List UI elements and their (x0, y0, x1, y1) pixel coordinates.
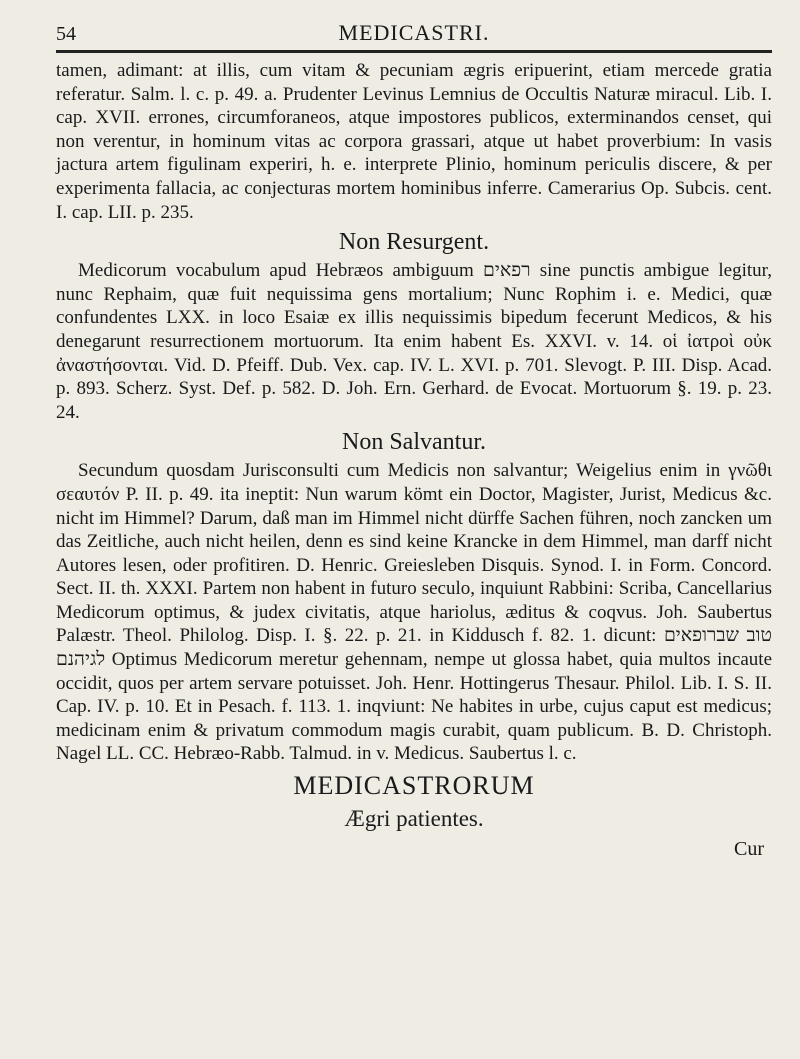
section-subheading-aegri-patientes: Ægri patientes. (344, 806, 484, 832)
section-heading-non-salvantur: Non Salvantur. (342, 429, 486, 456)
paragraph-2: Medicorum vocabulum apud Hebræos ambiguum רפאים sine punctis ambigue legitur, nunc Rephaim, quæ fuit nequissima gens mortalium; Nunc Rophim i. e. Medici, quæ confundentes LXX. in loco Esaiæ ex illis nequissimis bipedum fecerunt Medicos, & his denegarunt resurrectionem mortuorum. Ita enim habent Es. XXVI. v. 14. οἱ ἰατροὶ οὐκ ἀναστήσονται. Vid. D. Pfeiff. Dub. Vex. cap. IV. L. XVI. p. 701. Slevogt. P. III. Disp. Acad. p. 893. Scherz. Syst. Def. p. 582. D. Joh. Ern. Gerhard. de Evocat. Mortuorum §. 19. p. 23. 24. (56, 260, 772, 423)
running-head: MEDICASTRI. (338, 20, 490, 45)
page-number: 54 (56, 23, 76, 45)
section-heading-medicastrorum: MEDICASTRORUM (293, 771, 535, 801)
paragraph-1: tamen, adimant: at illis, cum vitam & pecuniam ægris eripuerint, etiam mercede gratia referatur. Salm. l. c. p. 49. a. Prudenter Levinus Lemnius de Occultis Naturæ miracul. Lib. I. cap. XVII. errones, circumforaneos, atque impostores publicos, exterminandos censet, qui non verentur, in hominum vitas ac corpora grassari, atque ut habet proverbium: In vasis jactura artem figulinam experiri, h. e. interprete Plinio, hominum periculis discere, & per experimenta fallacia, ac conjecturas mortem hominibus inferre. Camerarius Op. Subcis. cent. I. cap. LII. p. 235. (56, 60, 772, 223)
section-heading-non-resurgent: Non Resurgent. (338, 229, 490, 256)
page-body (56, 59, 772, 861)
page-header (56, 20, 772, 53)
catchword: Cur (734, 838, 764, 861)
paragraph-3: Secundum quosdam Jurisconsulti cum Medicis non salvantur; Weigelius enim in γνῶθι σεαυτόν P. II. p. 49. ita ineptit: Nun warum kömt ein Doctor, Magister, Jurist, Medicus &c. nicht im Himmel? Darum, daß man im Himmel nicht dürffe Sachen führen, noch zancken um das Zeitliche, auch nicht heilen, denn es sind keine Krancke in dem Himmel, man darff nicht Autores lesen, oder profitiren. D. Henric. Greiesleben Disquis. Synod. I. in Form. Concord. Sect. II. th. XXXI. Partem non habent in futuro seculo, inquiunt Rabbini: Scriba, Cancellarius Medicorum optimus, & judex civitatis, atque hariolus, æditus & coqvus. Joh. Saubertus Palæstr. Theol. Philolog. Disp. I. §. 22. p. 21. in Kiddusch f. 82. 1. dicunt: טוב שברופאים לגיהנם Optimus Medicorum meretur gehennam, nempe ut glossa habet, quia multos incaute occidit, quos per artem servare potuisset. Joh. Henr. Hottingerus Thesaur. Philol. Lib. I. S. II. Cap. IV. p. 10. Et in Pesach. f. 113. 1. inqviunt: Ne habites in urbe, cujus caput est medicus; medicinam enim & privatum commodum magis curabit, quam publicum. B. D. Christoph. Nagel LL. CC. Hebræo-Rabb. Talmud. in v. Medicus. Saubertus l. c. (56, 460, 772, 765)
